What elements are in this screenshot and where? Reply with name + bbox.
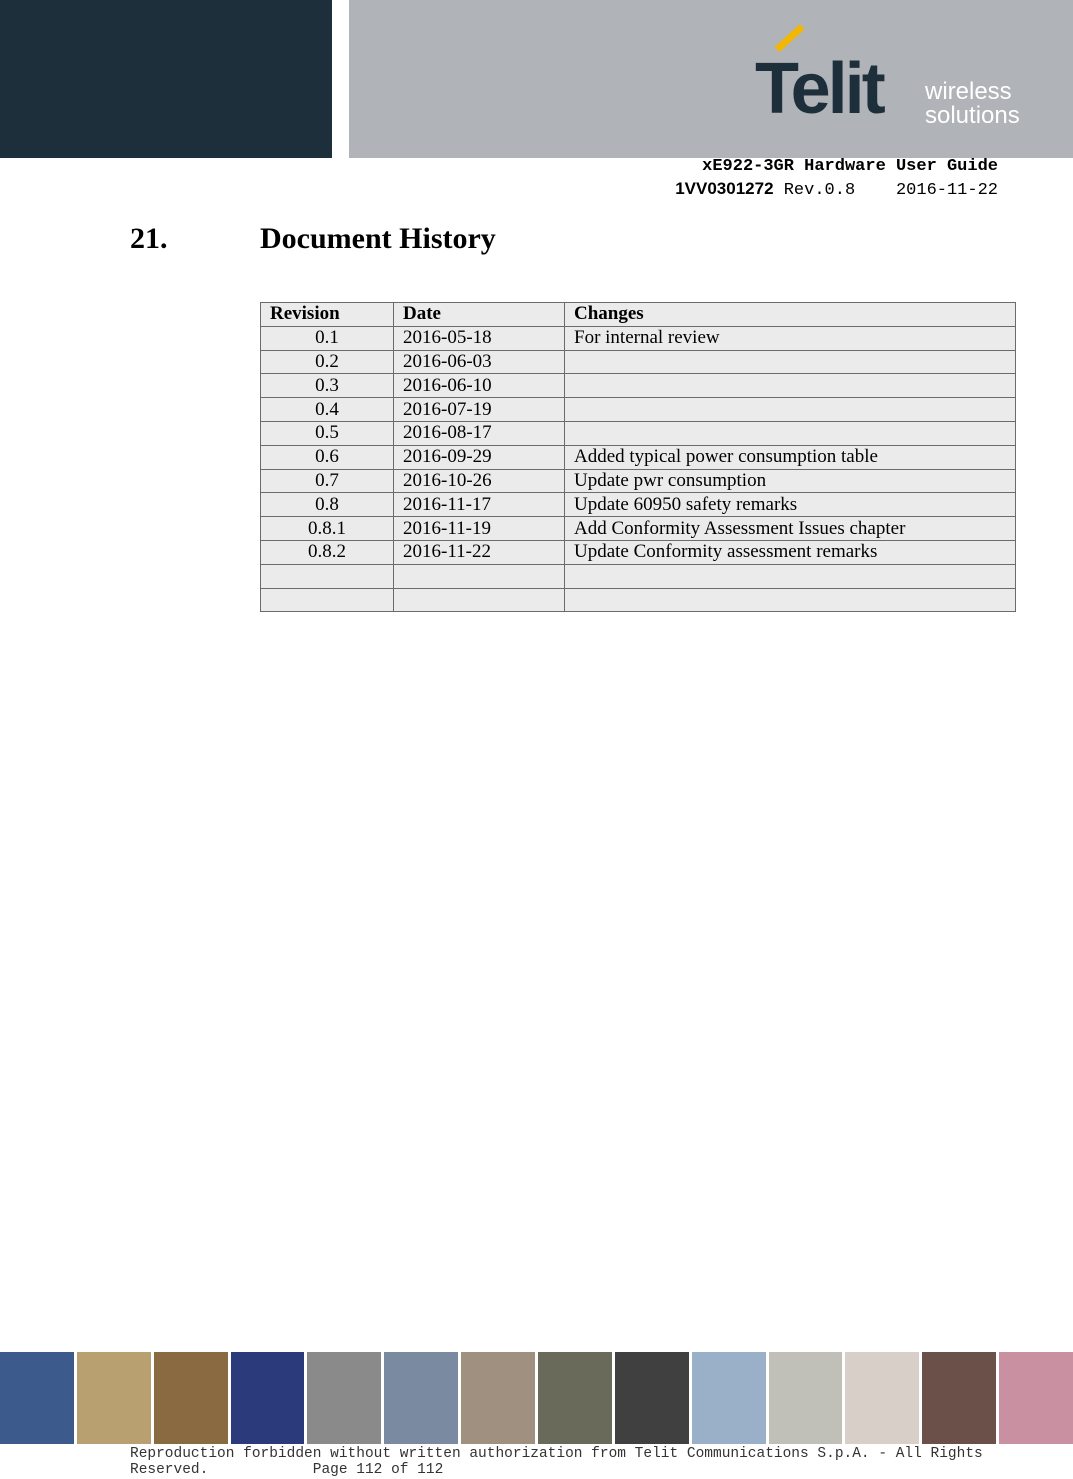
footer-photo-tile xyxy=(922,1352,996,1444)
cell-changes xyxy=(565,398,1016,422)
logo-tagline-line1: wireless xyxy=(925,78,1012,105)
logo-tagline-line2: solutions xyxy=(925,102,1020,129)
cell-changes xyxy=(565,374,1016,398)
header-dark-block xyxy=(0,0,332,158)
table-row xyxy=(261,421,1016,445)
section-number: 21. xyxy=(130,222,168,255)
logo-wordmark: Telit xyxy=(755,49,883,129)
document-revision-line xyxy=(675,178,998,202)
cell-changes: For internal review xyxy=(565,326,1016,350)
cell-revision xyxy=(261,588,394,612)
cell-date: 2016-11-22 xyxy=(394,540,565,564)
table-row xyxy=(261,445,1016,469)
cell-changes: Update Conformity assessment remarks xyxy=(565,540,1016,564)
cell-revision xyxy=(261,564,394,588)
cell-revision: 0.8 xyxy=(261,493,394,517)
section-title: Document History xyxy=(260,222,496,255)
table-row xyxy=(261,374,1016,398)
document-date: 2016-11-22 xyxy=(895,181,998,200)
cell-changes xyxy=(565,350,1016,374)
table-row xyxy=(261,398,1016,422)
table-row xyxy=(261,540,1016,564)
cell-changes: Update 60950 safety remarks xyxy=(565,493,1016,517)
table-row xyxy=(261,564,1016,588)
cell-date: 2016-11-19 xyxy=(394,517,565,541)
cell-date: 2016-06-03 xyxy=(394,350,565,374)
footer-photo-tile xyxy=(154,1352,228,1444)
table-row xyxy=(261,517,1016,541)
cell-revision: 0.3 xyxy=(261,374,394,398)
table-row xyxy=(261,493,1016,517)
cell-changes xyxy=(565,421,1016,445)
header-changes: Changes xyxy=(565,303,1016,327)
document-rev: Rev.0.8 xyxy=(783,181,856,200)
table-row xyxy=(261,326,1016,350)
footer-image-strip xyxy=(0,1352,1073,1444)
cell-date xyxy=(394,564,565,588)
footer-photo-tile xyxy=(307,1352,381,1444)
cell-revision: 0.7 xyxy=(261,469,394,493)
cell-date xyxy=(394,588,565,612)
footer-photo-tile xyxy=(538,1352,612,1444)
cell-changes xyxy=(565,588,1016,612)
cell-date: 2016-08-17 xyxy=(394,421,565,445)
table-row xyxy=(261,588,1016,612)
cell-revision: 0.8.1 xyxy=(261,517,394,541)
header-revision: Revision xyxy=(261,303,394,327)
cell-date: 2016-11-17 xyxy=(394,493,565,517)
table-row xyxy=(261,350,1016,374)
cell-date: 2016-07-19 xyxy=(394,398,565,422)
footer-copyright xyxy=(130,1446,983,1478)
cell-revision: 0.6 xyxy=(261,445,394,469)
document-title: xE922-3GR Hardware User Guide xyxy=(702,157,998,176)
cell-changes: Added typical power consumption table xyxy=(565,445,1016,469)
cell-changes: Update pwr consumption xyxy=(565,469,1016,493)
footer-photo-tile xyxy=(77,1352,151,1444)
cell-revision: 0.4 xyxy=(261,398,394,422)
footer-photo-tile xyxy=(0,1352,74,1444)
section-heading xyxy=(130,222,496,256)
cell-revision: 0.5 xyxy=(261,421,394,445)
table-header-row xyxy=(261,303,1016,327)
footer-line2-prefix: Reserved. xyxy=(130,1462,209,1478)
table-row xyxy=(261,469,1016,493)
header-date: Date xyxy=(394,303,565,327)
footer-photo-tile xyxy=(692,1352,766,1444)
logo-tagline xyxy=(925,80,1020,128)
footer-photo-tile xyxy=(615,1352,689,1444)
cell-changes xyxy=(565,564,1016,588)
document-meta xyxy=(675,156,998,202)
cell-revision: 0.2 xyxy=(261,350,394,374)
document-history-table xyxy=(260,302,1016,612)
footer-photo-tile xyxy=(999,1352,1073,1444)
footer-photo-tile xyxy=(461,1352,535,1444)
cell-date: 2016-10-26 xyxy=(394,469,565,493)
footer-photo-tile xyxy=(384,1352,458,1444)
cell-date: 2016-09-29 xyxy=(394,445,565,469)
footer-photo-tile xyxy=(845,1352,919,1444)
cell-date: 2016-05-18 xyxy=(394,326,565,350)
cell-revision: 0.1 xyxy=(261,326,394,350)
footer-photo-tile xyxy=(769,1352,843,1444)
page-number: Page 112 of 112 xyxy=(312,1462,444,1478)
cell-date: 2016-06-10 xyxy=(394,374,565,398)
cell-changes: Add Conformity Assessment Issues chapter xyxy=(565,517,1016,541)
footer-photo-tile xyxy=(231,1352,305,1444)
document-code: 1VV0301272 xyxy=(675,179,774,198)
cell-revision: 0.8.2 xyxy=(261,540,394,564)
table-body xyxy=(261,326,1016,612)
footer-line1: Reproduction forbidden without written authorization from Telit Communications S.p.A. - All Rights xyxy=(130,1446,983,1462)
